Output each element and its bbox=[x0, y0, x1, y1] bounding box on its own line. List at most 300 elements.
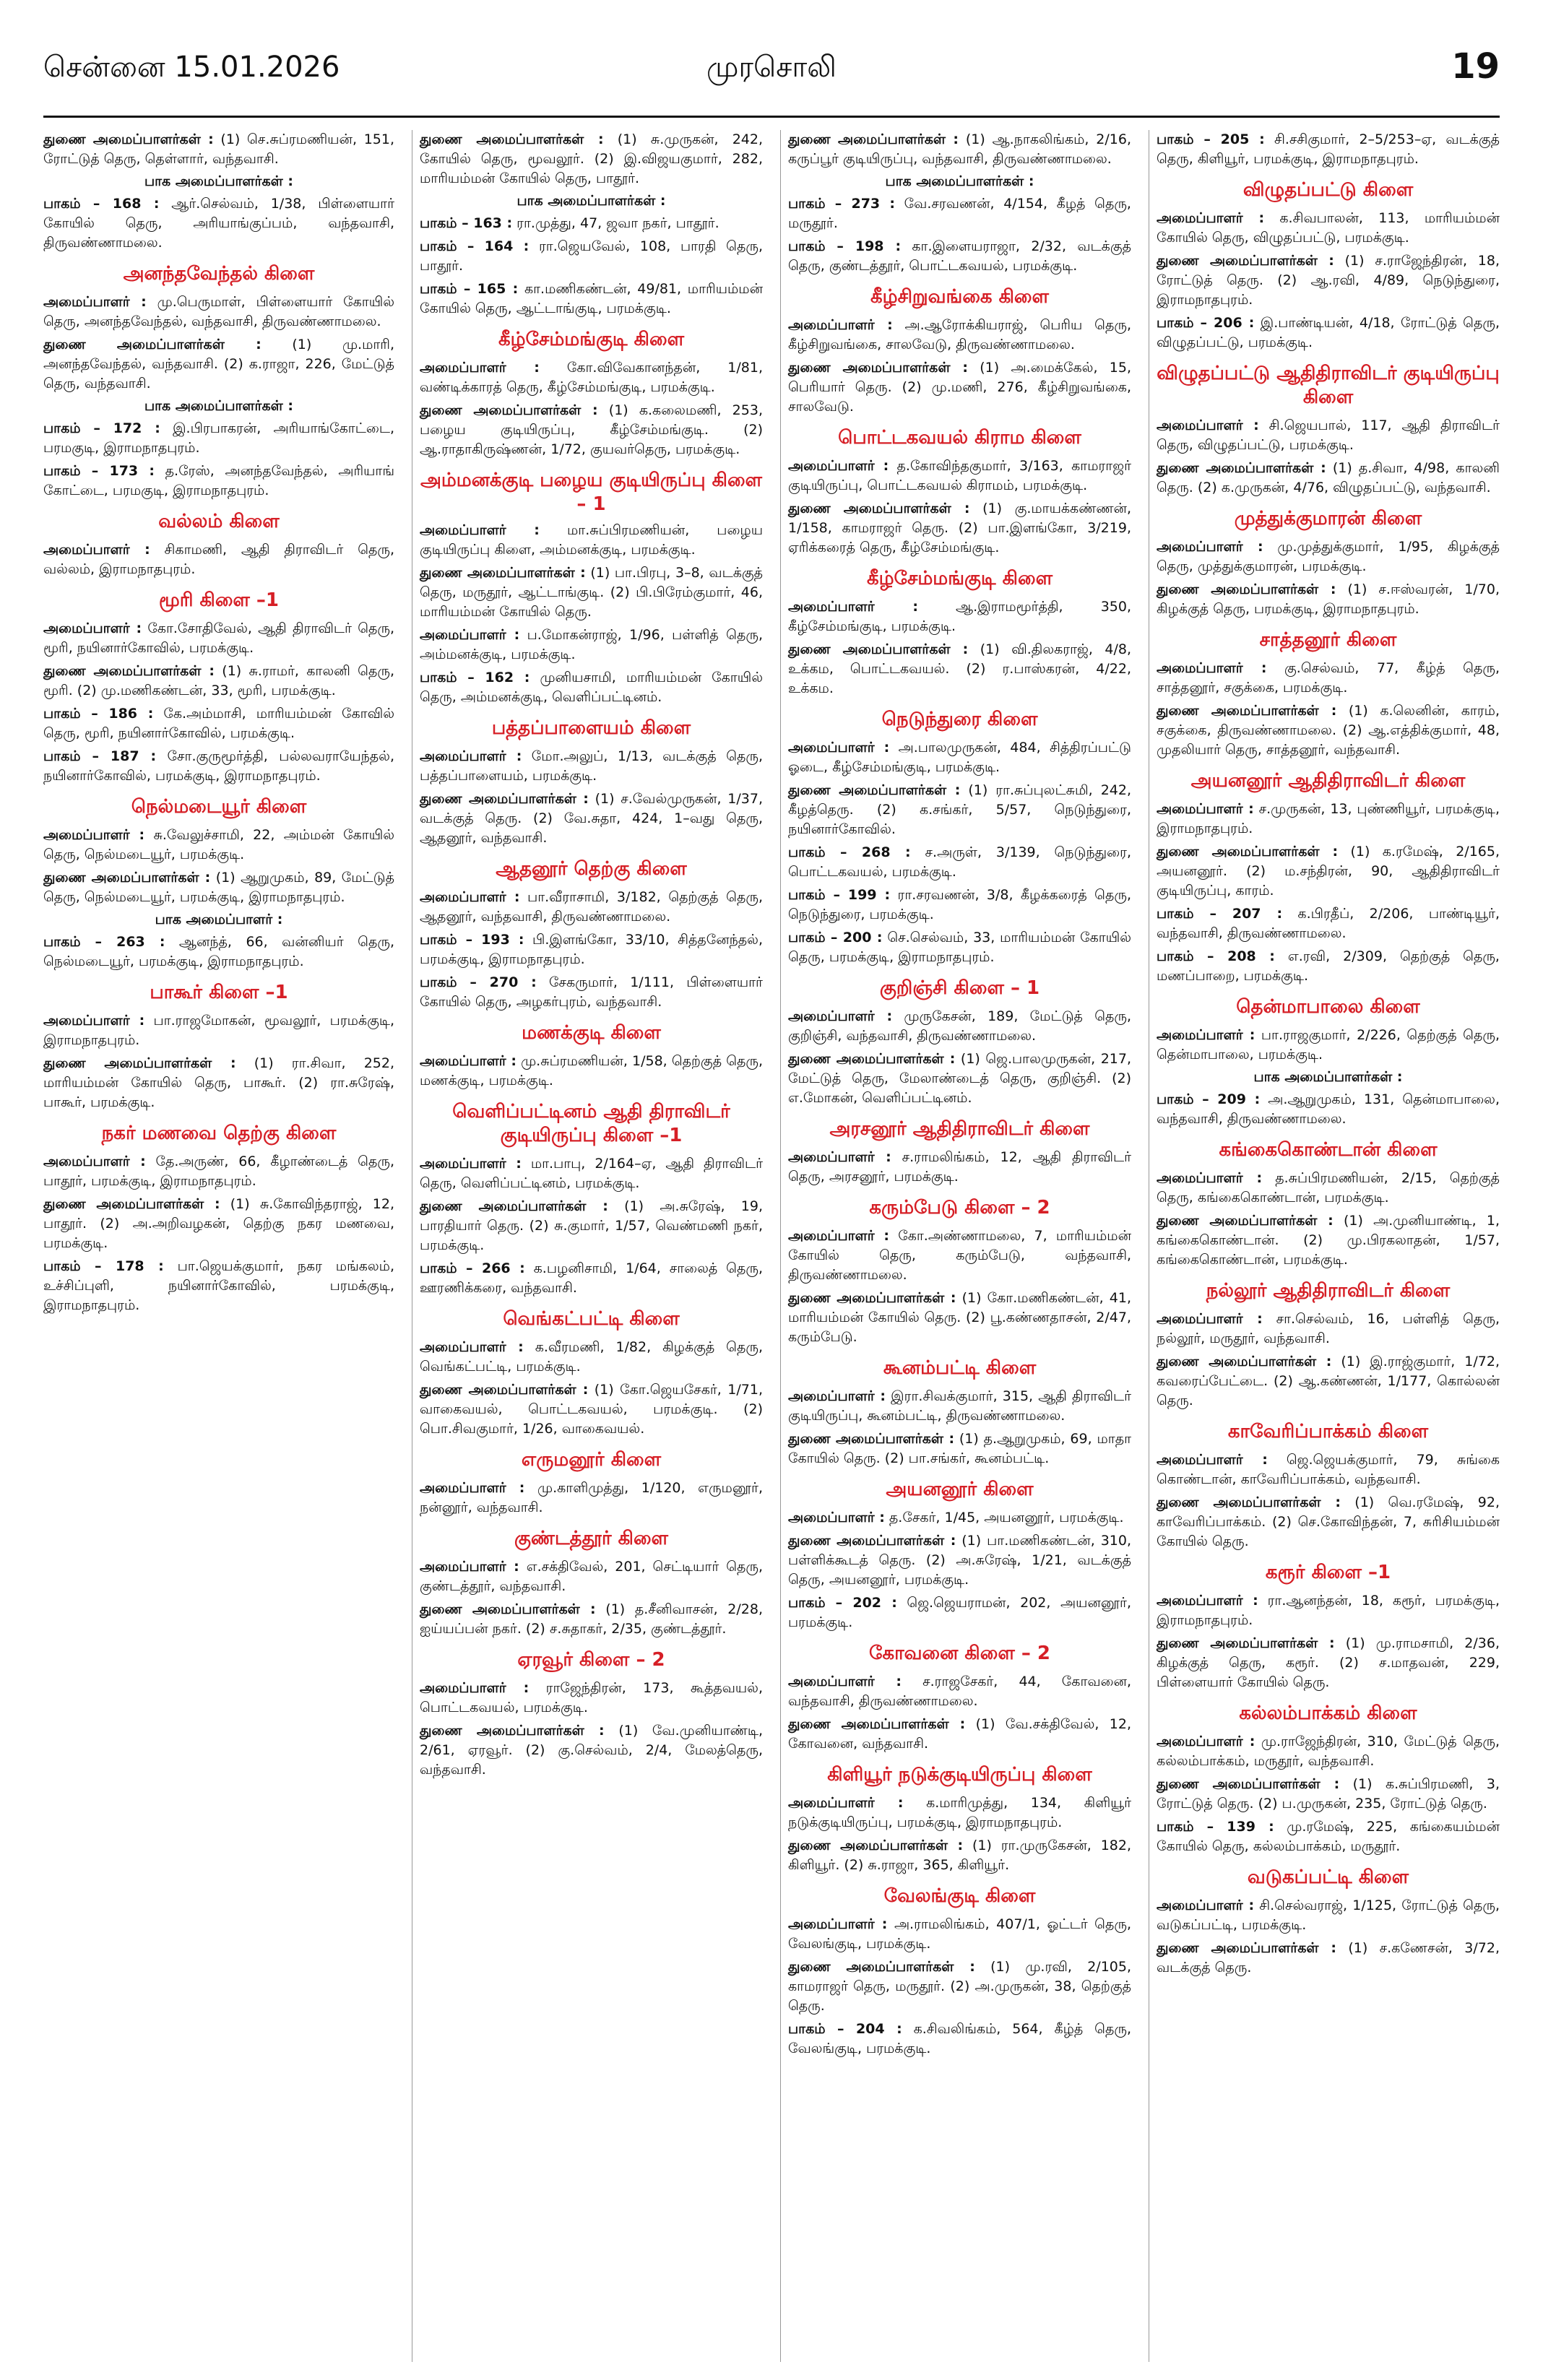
entry-text: ச.முருகன், 13, புண்ணியூர், பரமக்குடி, இராமநாதபுரம். bbox=[1157, 801, 1500, 836]
branch-heading: நகர் மணவை தெற்கு கிளை bbox=[101, 1122, 337, 1144]
entry-text: ச.ராமலிங்கம், 12, ஆதி திராவிடர் தெரு, அரசனூர், பரமக்குடி. bbox=[788, 1149, 1131, 1185]
branch-section bbox=[788, 1197, 1131, 1347]
branch-heading: நெடுந்துரை கிளை bbox=[881, 709, 1038, 730]
entry-text: எ.ரவி, 2/309, தெற்குத் தெரு, மணப்பாறை, பரமக்குடி. bbox=[1157, 948, 1500, 984]
entry-text: (1) அ.முனியாண்டி, 1, கங்கைகொண்டான். (2) மு.பிரகலாதன், 1/57, கங்கைகொண்டான், பரமக்குடி. bbox=[1157, 1213, 1500, 1268]
entry-text: (1) மு.மாரி, அனந்தவேந்தல், வந்தவாசி. (2) க.ராஜா, 226, மேட்டுத் தெரு, வந்தவாசி. bbox=[43, 337, 394, 391]
entry-text: (1) க.ரமேஷ், 2/165, அயனனூர். (2) ம.சந்திரன், 90, ஆதிதிராவிடர் குடியிருப்பு, காரம். bbox=[1157, 844, 1500, 899]
member-entry bbox=[1157, 313, 1500, 352]
entry-text: (1) செ.சுப்ரமணியன், 151, ரோட்டுத் தெரு, தெள்ளார், வந்தவாசி. bbox=[43, 131, 394, 167]
entry-label: அமைப்பாளர் : bbox=[788, 599, 918, 615]
entry-label: துணை அமைப்பாளர்கள் : bbox=[1157, 581, 1336, 597]
branch-section bbox=[1157, 629, 1500, 760]
entry-label: பாகம் – 162 : bbox=[420, 670, 530, 685]
entry-label: பாகம் – 205 : bbox=[1157, 131, 1265, 147]
member-entry bbox=[1157, 251, 1500, 310]
entry-label: துணை அமைப்பாளர்கள் : bbox=[788, 1051, 956, 1067]
member-entry bbox=[1157, 800, 1500, 839]
entry-text: (1) ரா.சிவா, 252, மாரியம்மன் கோயில் தெரு, பாகூர். (2) ரா.சுரேஷ், பாகூர், பரமக்குடி. bbox=[43, 1055, 394, 1110]
entry-text: க.சிவலிங்கம், 564, கீழ்த் தெரு, வேலங்குடி, பரமக்குடி. bbox=[788, 2021, 1131, 2056]
column-3 bbox=[780, 130, 1131, 2362]
entry-text: மு.ராஜேந்திரன், 310, மேட்டுத் தெரு, கல்லம்பாக்கம், மருதூர், வந்தவாசி. bbox=[1157, 1734, 1500, 1769]
entry-text: கா.இளையராஜா, 2/32, வடக்குத் தெரு, குண்டத்தூர், பொட்டகவயல், பரமக்குடி. bbox=[788, 238, 1131, 274]
entry-text: க.மாரிமுத்து, 134, கிளியூர் நடுக்குடியிருப்பு, பரமக்குடி, இராமநாதபுரம். bbox=[788, 1795, 1131, 1830]
member-entry bbox=[420, 237, 763, 276]
entry-label: துணை அமைப்பாளர்கள் : bbox=[1157, 1213, 1334, 1229]
entry-label: அமைப்பாளர் : bbox=[1157, 539, 1263, 555]
branch-heading: முத்துக்குமாரன் கிளை bbox=[1234, 508, 1422, 529]
member-entry bbox=[788, 1793, 1131, 1832]
entry-text: சி.சசிகுமார், 2–5/253–ஏ, வடக்குத் தெரு, கிளியூர், பரமக்குடி, இராமநாதபுரம். bbox=[1157, 131, 1500, 167]
entry-label: அமைப்பாளர் : bbox=[788, 1228, 890, 1244]
entry-text: சி.ஜெயபால், 117, ஆதி திராவிடர் தெரு, விழுதப்பட்டு, பரமக்குடி. bbox=[1157, 417, 1500, 453]
member-entry bbox=[420, 214, 763, 233]
entry-text: மோ.அலுப், 1/13, வடக்குத் தெரு, பத்தப்பாளையம், பரமக்குடி. bbox=[420, 748, 763, 784]
member-entry bbox=[1157, 209, 1500, 248]
branch-section bbox=[1157, 179, 1500, 352]
entry-label: துணை அமைப்பாளர்கள் : bbox=[420, 1382, 589, 1398]
sub-heading bbox=[788, 173, 1131, 191]
branch-heading: மூரி கிளை –1 bbox=[158, 589, 280, 611]
entry-label: பாகம் – 173 : bbox=[43, 463, 155, 479]
branch-heading: கல்லம்பாக்கம் கிளை bbox=[1239, 1702, 1417, 1724]
entry-label: துணை அமைப்பாளர்கள் : bbox=[788, 1431, 955, 1447]
entry-label: அமைப்பாளர் : bbox=[420, 1156, 522, 1172]
entry-text: (1) மு.ரவி, 2/105, காமராஜர் தெரு, மருதூர். (2) அ.முருகன், 38, தெற்குத் தெரு. bbox=[788, 1959, 1131, 2014]
branch-section bbox=[420, 469, 763, 707]
entry-label: அமைப்பாளர் : bbox=[43, 1154, 146, 1169]
member-entry bbox=[43, 130, 394, 169]
member-entry bbox=[420, 973, 763, 1012]
member-entry bbox=[43, 747, 394, 786]
entry-label: அமைப்பாளர் : bbox=[1157, 417, 1259, 433]
branch-section bbox=[1157, 1702, 1500, 1856]
entry-label: துணை அமைப்பாளர்கள் : bbox=[420, 791, 589, 807]
branch-section bbox=[43, 130, 394, 253]
entry-label: பாகம் – 200 : bbox=[788, 930, 883, 945]
entry-text: அ.ஆரோக்கியராஜ், பெரிய தெரு, கீழ்சிறுவங்கை, சாலவேடு, திருவண்ணாமலை. bbox=[788, 317, 1131, 352]
entry-label: அமைப்பாளர் : bbox=[788, 1008, 893, 1024]
entry-text: (1) அ.மைக்கேல், 15, பெரியார் தெரு. (2) மு.மணி, 276, கீழ்சிறுவங்கை, சாலவேடு. bbox=[788, 360, 1131, 415]
entry-label: துணை அமைப்பாளர்கள் : bbox=[788, 1838, 964, 1853]
entry-label: பாகம் – 270 : bbox=[420, 974, 537, 990]
entry-text: (1) க.லெனின், காரம், சகுக்கை, திருவண்ணாமலை. (2) ஆ.எத்திக்குமார், 48, முதலியார் தெரு, சாத்தனூர், வந்தவாசி. bbox=[1157, 703, 1500, 758]
branch-heading: பொட்டகவயல் கிராம கிளை bbox=[838, 427, 1081, 449]
branch-section bbox=[43, 796, 394, 972]
branch-heading: வெளிப்பட்டினம் ஆதி திராவிடர் குடியிருப்பு கிளை –1 bbox=[452, 1101, 730, 1146]
entry-label: அமைப்பாளர் : bbox=[788, 458, 889, 474]
member-entry bbox=[420, 358, 763, 397]
entry-label: அமைப்பாளர் : bbox=[43, 1013, 145, 1029]
entry-text: பி.இளங்கோ, 33/10, சித்தனேந்தல், பரமக்குடி, இராமநாதபுரம். bbox=[420, 932, 763, 967]
entry-label: பாகம் – 187 : bbox=[43, 748, 157, 764]
entry-label: அமைப்பாளர் : bbox=[43, 620, 142, 636]
branch-section bbox=[420, 1528, 763, 1639]
entry-text: (1) வெ.ரமேஷ், 92, காவேரிப்பாக்கம். (2) செ.கோவிந்தன், 7, சுரிசியம்மன் கோயில் தெரு. bbox=[1157, 1494, 1500, 1549]
member-entry bbox=[1157, 1896, 1500, 1935]
branch-section bbox=[788, 1885, 1131, 2059]
branch-section bbox=[420, 1449, 763, 1518]
branch-heading: வேலங்குடி கிளை bbox=[883, 1885, 1036, 1907]
entry-label: அமைப்பாளர் : bbox=[43, 542, 150, 558]
member-entry bbox=[788, 1050, 1131, 1108]
entry-text: செ.செல்வம், 33, மாரியம்மன் கோயில் தெரு, பரமக்குடி, இராமநாதபுரம். bbox=[788, 930, 1131, 965]
member-entry bbox=[788, 781, 1131, 839]
entry-label: பாக அமைப்பாளர்கள் : bbox=[885, 173, 1034, 189]
member-entry bbox=[43, 540, 394, 579]
entry-text: க.பிரதீப், 2/206, பாண்டியூர், வந்தவாசி, திருவண்ணாமலை. bbox=[1157, 906, 1500, 941]
branch-heading: ஏரவூர் கிளை – 2 bbox=[517, 1649, 665, 1671]
entry-label: துணை அமைப்பாளர்கள் : bbox=[43, 1055, 236, 1071]
entry-label: பாக அமைப்பாளர்கள் : bbox=[1253, 1069, 1403, 1085]
entry-label: பாகம் – 207 : bbox=[1157, 906, 1283, 922]
columns-container bbox=[43, 130, 1500, 2362]
member-entry bbox=[43, 419, 394, 458]
branch-heading: வடுகப்பட்டி கிளை bbox=[1247, 1866, 1409, 1888]
entry-label: அமைப்பாளர் : bbox=[788, 1916, 888, 1932]
member-entry bbox=[43, 293, 394, 332]
member-entry bbox=[43, 1054, 394, 1112]
member-entry bbox=[420, 888, 763, 927]
entry-text: க.வீரமணி, 1/82, கிழக்குத் தெரு, வெங்கட்பட்டி, பரமக்குடி. bbox=[420, 1339, 763, 1375]
member-entry bbox=[43, 932, 394, 972]
branch-section bbox=[788, 1643, 1131, 1754]
member-entry bbox=[1157, 130, 1500, 169]
entry-text: மு.சுப்ரமணியன், 1/58, தெற்குத் தெரு, மணக்குடி, பரமக்குடி. bbox=[420, 1053, 763, 1089]
member-entry bbox=[420, 747, 763, 786]
entry-label: அமைப்பாளர் : bbox=[788, 1795, 904, 1811]
member-entry bbox=[1157, 1493, 1500, 1552]
paper-name: முரசொலி bbox=[706, 51, 837, 84]
entry-text: (1) வே.சக்திவேல், 12, கோவனை, வந்தவாசி. bbox=[788, 1716, 1131, 1752]
member-entry bbox=[788, 843, 1131, 882]
member-entry bbox=[788, 316, 1131, 355]
member-entry bbox=[788, 640, 1131, 698]
member-entry bbox=[788, 1508, 1131, 1528]
branch-heading: நல்லூர் ஆதிதிராவிடர் கிளை bbox=[1206, 1280, 1451, 1302]
member-entry bbox=[1157, 537, 1500, 576]
column-2 bbox=[412, 130, 763, 2362]
member-entry bbox=[43, 826, 394, 865]
branch-heading: குறிஞ்சி கிளை – 1 bbox=[879, 977, 1040, 999]
branch-section bbox=[420, 1649, 763, 1780]
entry-label: அமைப்பாளர் : bbox=[1157, 1593, 1258, 1609]
branch-section bbox=[420, 858, 763, 1012]
branch-section bbox=[788, 977, 1131, 1108]
entry-label: பாகம் – 168 : bbox=[43, 196, 160, 212]
member-entry bbox=[43, 619, 394, 658]
member-entry bbox=[420, 1052, 763, 1091]
entry-text: (1) ச.வேல்முருகன், 1/37, வடக்குத் தெரு. (2) வே.சுதா, 424, 1–வது தெரு, ஆதனூர், வந்தவாசி. bbox=[420, 791, 763, 846]
branch-heading: சாத்தனூர் கிளை bbox=[1259, 629, 1397, 651]
entry-text: பா.ராஜமோகன், மூவலூர், பரமக்குடி, இராமநாதபுரம். bbox=[43, 1013, 394, 1048]
entry-text: ரா.முத்து, 47, ஜவா நகர், பாதூர். bbox=[512, 215, 719, 231]
entry-text: ஆர்.செல்வம், 1/38, பிள்ளையார் கோயில் தெரு, அரியாங்குப்பம், வந்தவாசி, திருவண்ணாமலை. bbox=[43, 196, 394, 251]
member-entry bbox=[43, 462, 394, 501]
entry-label: துணை அமைப்பாளர்கள் : bbox=[420, 402, 598, 418]
branch-heading: விழுதப்பட்டு கிளை bbox=[1242, 179, 1414, 201]
entry-text: ஜெ.ஜெயக்குமார், 79, சுங்கை கொண்டான், காவேரிப்பாக்கம், வந்தவாசி. bbox=[1157, 1452, 1500, 1487]
entry-label: பாகம் – 193 : bbox=[420, 932, 524, 948]
branch-heading: மணக்குடி கிளை bbox=[522, 1022, 661, 1044]
member-entry bbox=[1157, 1634, 1500, 1692]
entry-label: அமைப்பாளர் : bbox=[420, 627, 520, 643]
entry-label: துணை அமைப்பாளர்கள் : bbox=[43, 1196, 220, 1212]
entry-label: பாகம் – 198 : bbox=[788, 238, 902, 254]
entry-text: சேகருமார், 1/111, பிள்ளையார் கோயில் தெரு, அழகர்புரம், வந்தவாசி. bbox=[420, 974, 763, 1010]
entry-label: பாகம் – 273 : bbox=[788, 196, 895, 212]
entry-label: துணை அமைப்பாளர்கள் : bbox=[1157, 703, 1337, 719]
member-entry bbox=[788, 738, 1131, 777]
branch-heading: அம்மனக்குடி பழைய குடியிருப்பு கிளை – 1 bbox=[420, 469, 763, 515]
entry-text: கா.மணிகண்டன், 49/81, மாரியம்மன் கோயில் தெரு, ஆட்டாங்குடி, பரமக்குடி. bbox=[420, 281, 763, 316]
entry-label: அமைப்பாளர் : bbox=[420, 889, 520, 905]
member-entry bbox=[788, 194, 1131, 233]
branch-section bbox=[420, 1022, 763, 1091]
entry-text: ஜெ.ஜெயராமன், 202, அயனனூர், பரமக்குடி. bbox=[788, 1595, 1131, 1630]
entry-label: அமைப்பாளர் : bbox=[43, 827, 145, 843]
entry-label: துணை அமைப்பாளர்கள் : bbox=[420, 131, 604, 147]
branch-heading: கரும்பேடு கிளை – 2 bbox=[869, 1197, 1050, 1219]
member-entry bbox=[1157, 842, 1500, 901]
entry-text: கே.அம்மாசி, மாரியம்மன் கோவில் தெரு, மூரி, நயினார்கோவில், பரமக்குடி. bbox=[43, 706, 394, 741]
member-entry bbox=[420, 1154, 763, 1193]
branch-section bbox=[1157, 363, 1500, 498]
entry-text: (1) பா.மணிகண்டன், 310, பள்ளிக்கூடத் தெரு. (2) அ.சுரேஷ், 1/21, வடக்குத் தெரு, அயனனூர், பரமக்குடி. bbox=[788, 1533, 1131, 1588]
branch-section bbox=[788, 568, 1131, 698]
entry-label: அமைப்பாளர் : bbox=[1157, 1734, 1255, 1749]
entry-text: பா.வீராசாமி, 3/182, தெற்குத் தெரு, ஆதனூர், வந்தவாசி, திருவண்ணாமலை. bbox=[420, 889, 763, 925]
entry-text: (1) ரா.சுப்புலட்சுமி, 242, கீழத்தெரு. (2) க.சங்கர், 5/57, நெடுந்துரை, நயினார்கோவில். bbox=[788, 782, 1131, 837]
city-date: சென்னை 15.01.2026 bbox=[43, 51, 340, 84]
entry-text: வே.சரவணன், 4/154, கீழத் தெரு, மருதூர். bbox=[788, 196, 1131, 231]
entry-label: அமைப்பாளர் : bbox=[420, 748, 522, 764]
member-entry bbox=[43, 1152, 394, 1191]
entry-label: துணை அமைப்பாளர்கள் : bbox=[1157, 1776, 1340, 1792]
branch-heading: அரசனூர் ஆதிதிராவிடர் கிளை bbox=[829, 1118, 1090, 1140]
entry-label: அமைப்பாளர் : bbox=[420, 1053, 517, 1069]
entry-label: துணை அமைப்பாளர்கள் : bbox=[420, 1198, 608, 1214]
member-entry bbox=[788, 1226, 1131, 1285]
branch-section bbox=[420, 329, 763, 459]
member-entry bbox=[1157, 1211, 1500, 1270]
member-entry bbox=[788, 1007, 1131, 1046]
entry-label: துணை அமைப்பாளர்கள் : bbox=[1157, 1494, 1341, 1510]
member-entry bbox=[420, 1721, 763, 1780]
member-entry bbox=[1157, 1732, 1500, 1771]
branch-section bbox=[43, 982, 394, 1112]
member-entry bbox=[788, 1672, 1131, 1711]
member-entry bbox=[1157, 659, 1500, 698]
entry-text: ரா.ஜெயவேல், 108, பாரதி தெரு, பாதூர். bbox=[420, 238, 763, 274]
branch-heading: குண்டத்தூர் கிளை bbox=[514, 1528, 669, 1549]
member-entry bbox=[788, 358, 1131, 417]
column-4 bbox=[1149, 130, 1500, 2362]
sub-heading bbox=[43, 912, 394, 930]
branch-heading: கரூர் கிளை –1 bbox=[1265, 1562, 1391, 1583]
branch-section bbox=[43, 511, 394, 579]
entry-label: துணை அமைப்பாளர்கள் : bbox=[788, 131, 959, 147]
entry-text: த.கோவிந்தகுமார், 3/163, காமராஜர் குடியிருப்பு, பொட்டகவயல் கிராமம், பரமக்குடி. bbox=[788, 458, 1131, 493]
entry-text: எ.சக்திவேல், 201, செட்டியார் தெரு, குண்டத்தூர், வந்தவாசி. bbox=[420, 1559, 763, 1594]
member-entry bbox=[788, 1148, 1131, 1187]
entry-label: பாக அமைப்பாளர்கள் : bbox=[144, 173, 293, 189]
member-entry bbox=[788, 1289, 1131, 1347]
branch-section bbox=[1157, 1562, 1500, 1692]
branch-heading: கோவனை கிளை – 2 bbox=[869, 1643, 1050, 1664]
member-entry bbox=[1157, 1090, 1500, 1129]
entry-text: சிகாமணி, ஆதி திராவிடர் தெரு, வல்லம், இராமநாதபுரம். bbox=[43, 542, 394, 577]
entry-label: அமைப்பாளர் : bbox=[788, 1388, 886, 1404]
branch-section bbox=[1157, 508, 1500, 619]
entry-label: துணை அமைப்பாளர்கள் : bbox=[1157, 844, 1339, 860]
entry-text: மு.பெருமாள், பிள்ளையார் கோயில் தெரு, அனந்தவேந்தல், வந்தவாசி, திருவண்ணாமலை. bbox=[43, 294, 394, 329]
branch-section bbox=[43, 1122, 394, 1315]
entry-text: (1) மு.ராமசாமி, 2/36, கிழக்குத் தெரு, கரூர். (2) ச.மாதவன், 229, பிள்ளையார் கோயில் தெரு. bbox=[1157, 1635, 1500, 1690]
entry-text: கோ.விவேகானந்தன், 1/81, வண்டிக்காரத் தெரு, கீழ்சேம்மங்குடி, பரமக்குடி. bbox=[420, 360, 763, 395]
entry-text: கோ.சோதிவேல், ஆதி திராவிடர் தெரு, மூரி, நயினார்கோவில், பரமக்குடி. bbox=[43, 620, 394, 656]
branch-section bbox=[420, 130, 763, 319]
member-entry bbox=[420, 1380, 763, 1439]
entry-label: அமைப்பாளர் : bbox=[1157, 660, 1267, 676]
member-entry bbox=[420, 789, 763, 848]
entry-label: அமைப்பாளர் : bbox=[420, 1339, 524, 1355]
branch-section bbox=[1157, 1280, 1500, 1411]
branch-heading: ஆதனூர் தெற்கு கிளை bbox=[496, 858, 687, 880]
branch-section bbox=[420, 717, 763, 848]
member-entry bbox=[1157, 1775, 1500, 1814]
entry-label: பாக அமைப்பாளர் : bbox=[155, 912, 283, 927]
entry-text: பா.ஜெயக்குமார், நகர மங்கலம், உச்சிப்புளி, நயினார்கோவில், பரமக்குடி, இராமநாதபுரம். bbox=[43, 1258, 394, 1313]
entry-label: துணை அமைப்பாளர்கள் : bbox=[1157, 1635, 1335, 1651]
sub-heading bbox=[420, 193, 763, 211]
member-entry bbox=[1157, 1939, 1500, 1978]
header-rule bbox=[43, 116, 1500, 118]
member-entry bbox=[420, 1557, 763, 1596]
branch-heading: பாகூர் கிளை –1 bbox=[150, 982, 288, 1003]
entry-text: (1) கோ.ஜெயசேகர், 1/71, வாகைவயல், பொட்டகவயல், பரமக்குடி. (2) பொ.சிவகுமார், 1/26, வாகைவயல். bbox=[420, 1382, 763, 1437]
member-entry bbox=[420, 1479, 763, 1518]
entry-text: (1) ஜெ.பாலமுருகன், 217, மேட்டுத் தெரு, மேலாண்டைத் தெரு, குறிஞ்சி. (2) எ.மோகன், வெளிப்பட்டினம். bbox=[788, 1051, 1131, 1106]
branch-section bbox=[1157, 1139, 1500, 1270]
branch-heading: கிளியூர் நடுக்குடியிருப்பு கிளை bbox=[827, 1764, 1092, 1786]
member-entry bbox=[788, 597, 1131, 636]
entry-text: (1) கோ.மணிகண்டன், 41, மாரியம்மன் கோயில் தெரு. (2) பூ.கண்ணதாசன், 2/47, கரும்பேடு. bbox=[788, 1290, 1131, 1345]
branch-section bbox=[788, 1357, 1131, 1468]
entry-text: ராஜேந்திரன், 173, கூத்தவயல், பொட்டகவயல், பரமக்குடி. bbox=[420, 1680, 763, 1715]
branch-section bbox=[43, 263, 394, 501]
entry-text: இ.பிரபாகரன், அரியாங்கோட்டை, பரமகுடி, இராமநாதபுரம். bbox=[43, 420, 394, 456]
entry-label: அமைப்பாளர் : bbox=[420, 1559, 519, 1575]
branch-heading: நெல்மடையூர் கிளை bbox=[131, 796, 307, 818]
member-entry bbox=[1157, 701, 1500, 760]
entry-label: துணை அமைப்பாளர்கள் : bbox=[43, 337, 262, 352]
member-entry bbox=[420, 1600, 763, 1639]
entry-label: பாகம் – 186 : bbox=[43, 706, 154, 722]
entry-text: (1) ச.ராஜேந்திரன், 18, ரோட்டுத் தெரு. (2) ஆ.ரவி, 4/89, நெடுந்துரை, இராமநாதபுரம். bbox=[1157, 253, 1500, 308]
entry-text: தே.அருண், 66, கீழாண்டைத் தெரு, பாதூர், பரமக்குடி, இராமநாதபுரம். bbox=[43, 1154, 394, 1189]
member-entry bbox=[1157, 416, 1500, 455]
entry-label: துணை அமைப்பாளர்கள் : bbox=[788, 1533, 956, 1549]
entry-label: துணை அமைப்பாளர்கள் : bbox=[1157, 1940, 1337, 1956]
entry-label: பாகம் – 206 : bbox=[1157, 315, 1255, 331]
branch-section bbox=[43, 589, 394, 786]
entry-label: அமைப்பாளர் : bbox=[420, 1480, 525, 1496]
entry-text: கு.செல்வம், 77, கீழ்த் தெரு, சாத்தனூர், சகுக்கை, பரமக்குடி. bbox=[1157, 660, 1500, 696]
member-entry bbox=[1157, 459, 1500, 498]
member-entry bbox=[43, 868, 394, 907]
entry-label: அமைப்பாளர் : bbox=[1157, 1897, 1255, 1913]
sub-heading bbox=[43, 398, 394, 416]
entry-label: துணை அமைப்பாளர்கள் : bbox=[420, 1601, 596, 1617]
member-entry bbox=[1157, 1591, 1500, 1630]
entry-text: ஆ.இராமமூர்த்தி, 350, கீழ்சேம்மங்குடி, பரமக்குடி. bbox=[788, 599, 1131, 634]
member-entry bbox=[43, 1257, 394, 1315]
branch-heading: கீழ்சேம்மங்குடி கிளை bbox=[866, 568, 1053, 589]
member-entry bbox=[420, 668, 763, 707]
entry-label: பாகம் – 172 : bbox=[43, 420, 160, 436]
member-entry bbox=[1157, 1169, 1500, 1208]
entry-text: ரா.சரவணன், 3/8, கீழக்கரைத் தெரு, நெடுந்துரை, பரமக்குடி. bbox=[788, 887, 1131, 922]
branch-section bbox=[788, 286, 1131, 417]
entry-label: பாகம் – 208 : bbox=[1157, 948, 1275, 964]
entry-text: மா.பாபு, 2/164–ஏ, ஆதி திராவிடர் தெரு, வெளிப்பட்டினம், பரமக்குடி. bbox=[420, 1156, 763, 1191]
branch-section bbox=[1157, 130, 1500, 169]
entry-text: (1) கு.மாயக்கண்ணன், 1/158, காமராஜர் தெரு. (2) பா.இளங்கோ, 3/219, ஏரிக்கரைத் தெரு, கீழ்சேம்மங்குடி. bbox=[788, 501, 1131, 555]
entry-text: (1) ச.ஈஸ்வரன், 1/70, கிழக்குத் தெரு, பரமக்குடி, இராமநாதபுரம். bbox=[1157, 581, 1500, 617]
branch-heading: காவேரிப்பாக்கம் கிளை bbox=[1227, 1421, 1429, 1442]
entry-text: (1) க.கலைமணி, 253, பழைய குடியிருப்பு, கீழ்சேம்மங்குடி. (2) ஆ.ராதாகிருஷ்ணன், 1/72, குயவர்தெரு, பரமக்குடி. bbox=[420, 402, 763, 457]
entry-label: துணை அமைப்பாளர்கள் : bbox=[420, 1723, 605, 1739]
entry-text: (1) ஆறுமுகம், 89, மேட்டுத் தெரு, நெல்மடையூர், பரமக்குடி, இராமநாதபுரம். bbox=[43, 870, 394, 905]
entry-label: பாக அமைப்பாளர்கள் : bbox=[144, 398, 293, 414]
entry-label: பாகம் – 164 : bbox=[420, 238, 530, 254]
entry-label: பாகம் – 204 : bbox=[788, 2021, 902, 2037]
member-entry bbox=[43, 335, 394, 394]
member-entry bbox=[420, 280, 763, 319]
entry-text: (1) அ.சுரேஷ், 19, பாரதியார் தெரு. (2) சு.குமார், 1/57, வெண்மணி நகர், பரமக்குடி. bbox=[420, 1198, 763, 1253]
sub-heading bbox=[43, 173, 394, 191]
entry-label: அமைப்பாளர் : bbox=[1157, 1170, 1263, 1186]
branch-section bbox=[788, 709, 1131, 967]
branch-section bbox=[788, 427, 1131, 558]
entry-label: பாகம் – 202 : bbox=[788, 1595, 897, 1611]
sub-heading bbox=[1157, 1069, 1500, 1087]
entry-label: அமைப்பாளர் : bbox=[788, 1674, 902, 1689]
member-entry bbox=[788, 1429, 1131, 1468]
member-entry bbox=[788, 1715, 1131, 1754]
member-entry bbox=[788, 237, 1131, 276]
member-entry bbox=[420, 626, 763, 665]
entry-label: துணை அமைப்பாளர்கள் : bbox=[788, 782, 961, 798]
entry-label: பாக அமைப்பாளர்கள் : bbox=[517, 193, 666, 209]
entry-label: அமைப்பாளர் : bbox=[1157, 801, 1254, 817]
branch-section bbox=[788, 1479, 1131, 1632]
entry-label: துணை அமைப்பாளர்கள் : bbox=[788, 1290, 956, 1306]
member-entry bbox=[420, 521, 763, 560]
entry-text: (1) க.சுப்பிரமணி, 3, ரோட்டுத் தெரு. (2) ப.முருகன், 235, ரோட்டுத் தெரு. bbox=[1157, 1776, 1500, 1812]
branch-section bbox=[1157, 996, 1500, 1129]
branch-section bbox=[1157, 1866, 1500, 1978]
member-entry bbox=[788, 886, 1131, 925]
branch-heading: அயனனூர் ஆதிதிராவிடர் கிளை bbox=[1190, 770, 1466, 792]
entry-label: துணை அமைப்பாளர்கள் : bbox=[43, 870, 211, 886]
entry-text: சோ.குருமூர்த்தி, பல்லவராயேந்தல், நயினார்கோவில், பரமக்குடி, இராமநாதபுரம். bbox=[43, 748, 394, 784]
entry-text: ஆனந்த், 66, வன்னியர் தெரு, நெல்மடையூர், பரமக்குடி, இராமநாதபுரம். bbox=[43, 934, 394, 969]
branch-section bbox=[788, 1764, 1131, 1875]
entry-text: க.பழனிசாமி, 1/64, சாலைத் தெரு, ஊரணிக்கரை, வந்தவாசி. bbox=[420, 1260, 763, 1296]
entry-label: பாகம் – 178 : bbox=[43, 1258, 164, 1274]
